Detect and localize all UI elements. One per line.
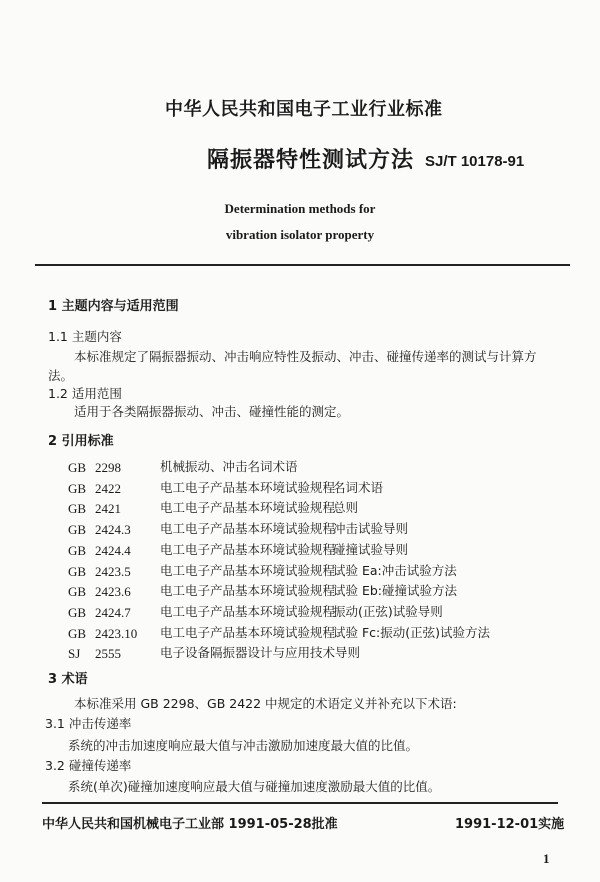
reference-row — [68, 624, 568, 643]
reference-row — [68, 523, 568, 539]
reference-sub: 名词术语 — [333, 479, 384, 495]
section-3-2-heading: 3.2 碰撞传递率 — [45, 758, 132, 773]
reference-code: GB — [68, 460, 87, 475]
reference-row — [68, 541, 568, 560]
reference-row — [68, 479, 568, 498]
reference-sub: 总则 — [333, 500, 359, 516]
reference-num: 2424.3 — [95, 522, 131, 538]
reference-num: 2424.7 — [95, 604, 131, 620]
reference-sub: 试验 Eb:碰撞试验方法 — [333, 583, 458, 599]
reference-row — [68, 461, 568, 477]
reference-title: 电工电子产品基本环境试验规程 — [160, 603, 336, 619]
reference-code: GB — [68, 501, 87, 517]
reference-code: GB — [68, 522, 87, 538]
reference-code: GB — [68, 604, 87, 620]
reference-title: 电工电子产品基本环境试验规程 — [160, 541, 336, 557]
reference-num: 2555 — [95, 646, 121, 662]
reference-code: GB — [68, 625, 87, 641]
reference-title: 电工电子产品基本环境试验规程 — [160, 624, 336, 640]
reference-title: 电工电子产品基本环境试验规程 — [160, 583, 336, 599]
reference-num: 2423.10 — [95, 625, 138, 641]
english-title-line2: vibration isolator property — [225, 227, 375, 242]
reference-title: 电工电子产品基本环境试验规程 — [160, 521, 336, 537]
section-1-heading: 1 主题内容与适用范围 — [48, 299, 179, 314]
english-title-line1: Determination methods for — [224, 201, 376, 216]
section-1-2-body: 适用于各类隔振器振动、冲击、碰撞性能的测定。 — [74, 404, 350, 419]
reference-title: 机械振动、冲击名词术语 — [160, 459, 298, 474]
reference-sub: 冲击试验导则 — [333, 521, 409, 537]
footer-divider — [42, 802, 558, 804]
reference-num: 2421 — [95, 501, 121, 517]
reference-code: SJ — [68, 646, 81, 662]
section-2-heading: 2 引用标准 — [48, 434, 114, 449]
reference-num: 2423.5 — [95, 563, 131, 579]
reference-code: GB — [68, 480, 87, 496]
reference-row — [68, 603, 568, 622]
reference-sub: 试验 Fc:振动(正弦)试验方法 — [333, 624, 491, 640]
reference-title: 电工电子产品基本环境试验规程 — [160, 562, 336, 578]
section-3-2-body: 系统(单次)碰撞加速度响应最大值与碰撞加速度激励最大值的比值。 — [68, 779, 441, 794]
reference-row — [68, 502, 568, 518]
reference-num: 2423.6 — [95, 584, 131, 600]
reference-sub: 碰撞试验导则 — [333, 541, 409, 557]
section-3-1-body: 系统的冲击加速度响应最大值与冲击激励加速度最大值的比值。 — [68, 738, 419, 753]
reference-num: 2424.4 — [95, 542, 131, 558]
document-title: 隔振器特性测试方法 — [207, 148, 415, 173]
reference-sub: 振动(正弦)试验导则 — [333, 603, 443, 619]
reference-row — [68, 562, 568, 581]
reference-row — [68, 647, 568, 663]
reference-code: GB — [68, 563, 87, 579]
section-3-1-heading: 3.1 冲击传递率 — [45, 716, 132, 731]
section-3-intro: 本标准采用 GB 2298、GB 2422 中规定的术语定义并补充以下术语: — [74, 696, 457, 711]
reference-row — [68, 585, 568, 601]
approval-line: 中华人民共和国机械电子工业部 1991-05-28批准 — [42, 817, 338, 832]
reference-sub: 试验 Ea:冲击试验方法 — [333, 562, 457, 578]
effective-date: 1991-12-01实施 — [455, 817, 565, 832]
reference-title: 电工电子产品基本环境试验规程 — [160, 479, 336, 495]
reference-title: 电子设备隔振器设计与应用技术导则 — [160, 645, 361, 661]
section-3-heading: 3 术语 — [48, 672, 88, 687]
standard-category-header: 中华人民共和国电子工业行业标准 — [165, 99, 443, 120]
section-1-1-body: 本标准规定了隔振器振动、冲击响应特性及振动、冲击、碰撞传递率的测试与计算方 — [74, 349, 537, 364]
section-1-1-heading: 1.1 主题内容 — [48, 329, 122, 344]
reference-title: 电工电子产品基本环境试验规程 — [160, 500, 336, 516]
reference-code: GB — [68, 542, 87, 558]
section-1-2-heading: 1.2 适用范围 — [48, 386, 122, 401]
page-number: 1 — [543, 851, 550, 866]
reference-num: 2422 — [95, 480, 121, 496]
section-1-1-body-cont: 法。 — [48, 368, 74, 383]
reference-num: 2298 — [95, 460, 121, 475]
header-divider — [35, 264, 570, 266]
standard-code: SJ/T 10178-91 — [425, 153, 525, 170]
reference-code: GB — [68, 584, 87, 600]
